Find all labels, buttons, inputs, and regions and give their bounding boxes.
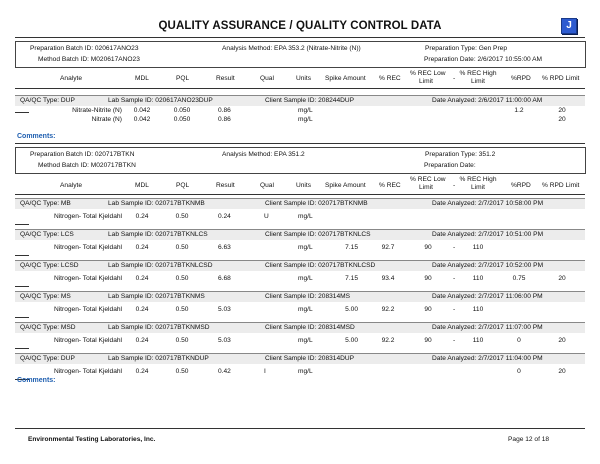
batch1-method-batch-id: Method Batch ID: M020617ANO23 (38, 56, 140, 63)
cell-dash: - (453, 244, 456, 251)
col-rec-low-limit: Limit (419, 184, 433, 191)
batch2-header-rule (15, 194, 585, 195)
comments-label: Comments: (17, 133, 56, 140)
cell-analyte: Nitrogen- Total Kjeldahl (53, 337, 122, 344)
cell-rec-high: 110 (472, 337, 484, 344)
cell-pql: 0.50 (175, 337, 189, 344)
cell-mdl: 0.24 (135, 337, 149, 344)
footer-page-number: Page 12 of 18 (508, 436, 550, 443)
cell-result: 0.42 (218, 368, 231, 375)
cell-analyte: Nitrogen- Total Kjeldahl (53, 213, 122, 220)
cell-spike: 7.15 (345, 275, 358, 282)
qc-lab-id: Lab Sample ID: 020717BTKNDUP (108, 355, 209, 362)
cell-result: 6.68 (218, 275, 231, 282)
cell-pql: 0.50 (175, 306, 189, 313)
cell-rpd-limit: 20 (558, 275, 566, 282)
company-logo-icon: J (561, 18, 577, 34)
col-pql: PQL (176, 75, 190, 82)
comments-label: Comments: (17, 377, 56, 384)
qc-lab-id: Lab Sample ID: 020717BTKNLCSD (108, 262, 213, 269)
col-rec-high-limit: Limit (471, 184, 485, 191)
col-analyte: Analyte (60, 75, 82, 82)
cell-dash: - (453, 306, 456, 313)
cell-rec-high: 110 (472, 244, 484, 251)
qc-lab-id: Lab Sample ID: 020717BTKNLCS (108, 231, 208, 238)
qc-date: Date Analyzed: 2/7/2017 10:51:00 PM (432, 231, 544, 238)
qc-date: Date Analyzed: 2/7/2017 11:04:00 PM (432, 355, 543, 362)
qc-client-id: Client Sample ID: 208314DUP (265, 355, 355, 362)
cell-units: mg/L (298, 116, 313, 123)
qc-client-id: Client Sample ID: 020717BTKNMB (265, 200, 368, 207)
col-rec-high: % REC High (459, 70, 497, 77)
col-pql: PQL (176, 182, 190, 189)
batch1-prep-batch-id: Preparation Batch ID: 020617ANO23 (30, 45, 139, 52)
cell-rpd-limit: 20 (558, 337, 566, 344)
cell-result: 0.86 (218, 107, 231, 114)
col-qual: Qual (260, 75, 274, 82)
col-units: Units (296, 182, 312, 189)
qc-date: Date Analyzed: 2/7/2017 10:52:00 PM (432, 262, 544, 269)
cell-rec-low: 90 (424, 337, 432, 344)
col-units: Units (296, 75, 312, 82)
batch1-qc-date: Date Analyzed: 2/6/2017 11:00:00 AM (432, 97, 543, 104)
qc-client-id: Client Sample ID: 208314MSD (265, 324, 355, 331)
cell-units: mg/L (298, 244, 313, 251)
col-rec-low-limit: Limit (419, 78, 433, 85)
qc-type: QA/QC Type: MS (20, 293, 71, 300)
qc-client-id: Client Sample ID: 020717BTKNLCSD (265, 262, 376, 269)
qc-lab-id: Lab Sample ID: 020717BTKNMB (108, 200, 205, 207)
cell-rec-high: 110 (472, 275, 484, 282)
cell-dash: - (453, 275, 456, 282)
col-result: Result (216, 182, 235, 189)
col-analyte: Analyte (60, 182, 82, 189)
cell-result: 0.24 (218, 213, 231, 220)
batch2-prep-batch-id: Preparation Batch ID: 020717BTKN (30, 151, 135, 158)
col-rec-high: % REC High (459, 176, 497, 183)
col-rpd: %RPD (511, 75, 531, 82)
cell-rec-low: 90 (424, 275, 432, 282)
footer-rule (15, 428, 585, 429)
cell-units: mg/L (298, 368, 313, 375)
qc-tick (15, 286, 29, 287)
cell-mdl: 0.24 (135, 244, 149, 251)
batch1-qc-tick (15, 112, 29, 113)
cell-pql: 0.50 (175, 368, 189, 375)
qc-date: Date Analyzed: 2/7/2017 11:06:00 PM (432, 293, 543, 300)
batch1-analysis-method: Analysis Method: EPA 353.2 (Nitrate-Nitrite (N)) (222, 45, 361, 52)
cell-analyte: Nitrate (N) (91, 116, 122, 123)
col-rec: % REC (379, 182, 401, 189)
cell-spike: 7.15 (345, 244, 358, 251)
cell-result: 6.63 (218, 244, 231, 251)
col-result: Result (216, 75, 235, 82)
cell-dash: - (453, 337, 456, 344)
cell-analyte: Nitrate-Nitrite (N) (72, 107, 122, 114)
col-mdl: MDL (135, 75, 149, 82)
qc-tick (15, 348, 29, 349)
cell-rpd: 0 (517, 337, 521, 344)
cell-rec: 92.7 (381, 244, 395, 251)
cell-rpd-limit: 20 (558, 368, 566, 375)
cell-analyte: Nitrogen- Total Kjeldahl (53, 244, 122, 251)
cell-qual: I (264, 368, 266, 375)
col-rpd: %RPD (511, 182, 531, 189)
cell-rec-low: 90 (424, 306, 432, 313)
qc-client-id: Client Sample ID: 208314MS (265, 293, 351, 300)
cell-units: mg/L (298, 213, 313, 220)
col-mdl: MDL (135, 182, 149, 189)
cell-mdl: 0.24 (135, 213, 149, 220)
cell-mdl: 0.24 (135, 275, 149, 282)
qc-tick (15, 224, 29, 225)
qc-type: QA/QC Type: LCS (20, 231, 74, 238)
cell-rpd: 0 (517, 368, 521, 375)
title-rule (15, 37, 585, 38)
col-rpd-limit: % RPD Limit (542, 182, 580, 189)
cell-pql: 0.050 (173, 107, 191, 114)
footer-company: Environmental Testing Laboratories, Inc. (28, 436, 156, 443)
cell-pql: 0.050 (173, 116, 191, 123)
cell-pql: 0.50 (175, 213, 189, 220)
batch1-prep-type: Preparation Type: Gen Prep (425, 45, 507, 52)
batch1-prep-date: Preparation Date: 2/6/2017 10:55:00 AM (424, 56, 543, 63)
qc-lab-id: Lab Sample ID: 020717BTKNMSD (108, 324, 210, 331)
cell-mdl: 0.042 (133, 116, 151, 123)
cell-rpd-limit: 20 (558, 107, 566, 114)
qc-date: Date Analyzed: 2/7/2017 10:58:00 PM (432, 200, 544, 207)
qc-type: QA/QC Type: LCSD (20, 262, 79, 269)
col-rpd-limit: % RPD Limit (542, 75, 580, 82)
col-rec-high-limit: Limit (471, 78, 485, 85)
cell-pql: 0.50 (175, 244, 189, 251)
qc-date: Date Analyzed: 2/7/2017 11:07:00 PM (432, 324, 543, 331)
cell-analyte: Nitrogen- Total Kjeldahl (53, 368, 122, 375)
cell-units: mg/L (298, 337, 313, 344)
cell-result: 0.86 (218, 116, 231, 123)
cell-rec: 92.2 (381, 306, 395, 313)
cell-rec: 92.2 (381, 337, 395, 344)
cell-units: mg/L (298, 107, 313, 114)
cell-analyte: Nitrogen- Total Kjeldahl (53, 275, 122, 282)
cell-rec: 93.4 (381, 275, 395, 282)
batch2-prep-type: Preparation Type: 351.2 (425, 151, 496, 158)
cell-analyte: Nitrogen- Total Kjeldahl (53, 306, 122, 313)
cell-rec-high: 110 (472, 306, 484, 313)
cell-pql: 0.50 (175, 275, 189, 282)
batch1-qc-type: QA/QC Type: DUP (20, 97, 75, 104)
cell-rpd: 1.2 (514, 107, 524, 114)
batch1-header-rule (15, 88, 585, 89)
page-title: QUALITY ASSURANCE / QUALITY CONTROL DATA (158, 20, 442, 32)
cell-rpd-limit: 20 (558, 116, 566, 123)
cell-mdl: 0.24 (135, 368, 149, 375)
qc-client-id: Client Sample ID: 020717BTKNLCS (265, 231, 371, 238)
col-spike: Spike Amount (325, 182, 366, 189)
col-rec-low: % REC Low (410, 70, 446, 77)
col-dash: - (453, 182, 456, 189)
batch1-end-rule (15, 143, 585, 144)
batch1-qc-lab-id: Lab Sample ID: 020617ANO23DUP (108, 97, 213, 104)
cell-mdl: 0.042 (133, 107, 151, 114)
col-rec-low: % REC Low (410, 176, 446, 183)
col-rec: % REC (379, 75, 401, 82)
qc-lab-id: Lab Sample ID: 020717BTKNMS (108, 293, 205, 300)
col-spike: Spike Amount (325, 75, 366, 82)
cell-result: 5.03 (218, 306, 231, 313)
qc-type: QA/QC Type: MB (20, 200, 71, 207)
cell-units: mg/L (298, 306, 313, 313)
cell-rpd: 0.75 (512, 275, 526, 282)
col-dash: - (453, 75, 456, 82)
cell-result: 5.03 (218, 337, 231, 344)
qc-tick (15, 317, 29, 318)
cell-units: mg/L (298, 275, 313, 282)
qc-tick (15, 255, 29, 256)
batch2-analysis-method: Analysis Method: EPA 351.2 (222, 151, 305, 158)
qc-type: QA/QC Type: MSD (20, 324, 76, 331)
col-qual: Qual (260, 182, 274, 189)
batch2-prep-date: Preparation Date: (424, 162, 476, 169)
batch2-method-batch-id: Method Batch ID: M020717BTKN (38, 162, 136, 169)
cell-spike: 5.00 (345, 306, 358, 313)
cell-qual: U (264, 213, 269, 220)
cell-spike: 5.00 (345, 337, 358, 344)
cell-rec-low: 90 (424, 244, 432, 251)
batch1-qc-client-id: Client Sample ID: 208244DUP (265, 97, 355, 104)
cell-mdl: 0.24 (135, 306, 149, 313)
qc-type: QA/QC Type: DUP (20, 355, 75, 362)
